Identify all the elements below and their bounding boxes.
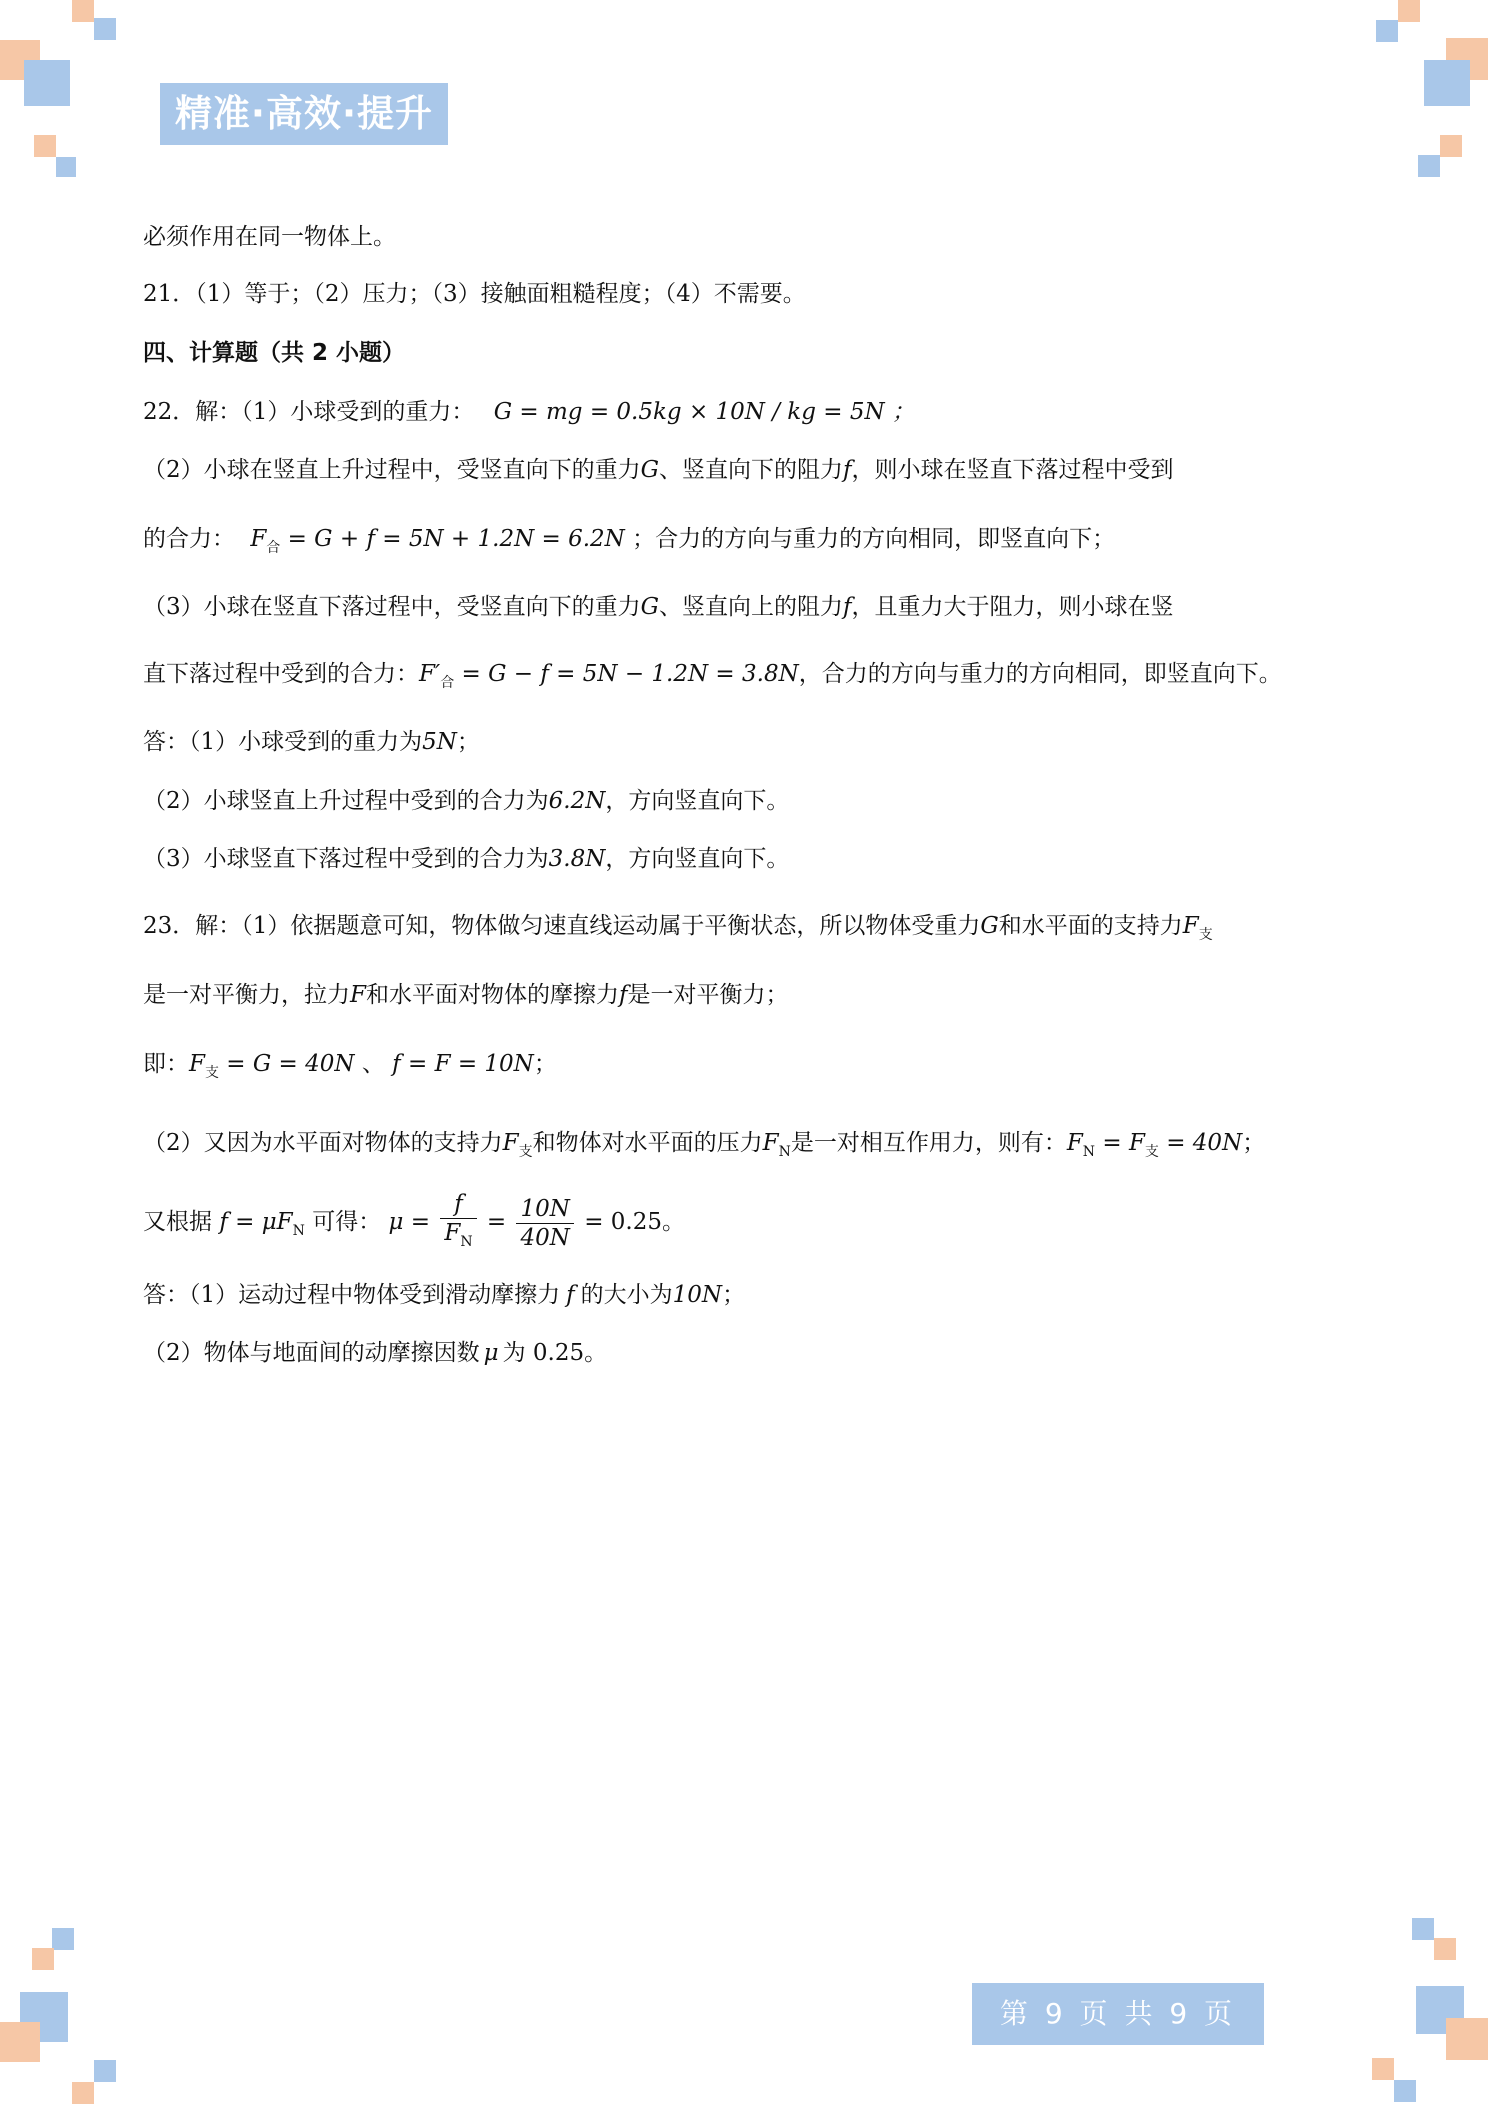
text-segment: ；: [456, 729, 480, 755]
text-segment: 即：: [143, 1051, 189, 1077]
text-segment: 答：（1）小球受到的重力为: [143, 729, 423, 755]
value: 5N: [422, 729, 457, 755]
deco-square: [1446, 2018, 1488, 2060]
text-segment: 、竖直向上的阻力: [659, 594, 844, 620]
symbol: f: [566, 1282, 575, 1308]
solution-22-part2-cont: [143, 524, 1115, 563]
deco-square: [1376, 20, 1398, 42]
deco-square: [94, 18, 116, 40]
text-segment: 又根据: [143, 1209, 212, 1235]
deco-square: [32, 1948, 54, 1970]
text-segment: 和物体对水平面的压力: [532, 1130, 763, 1156]
deco-square: [24, 60, 70, 106]
deco-square: [1394, 2080, 1416, 2102]
solution-23-part1-cont: [143, 980, 788, 1010]
value: 6.2N: [548, 788, 606, 814]
subscript: 支: [1198, 927, 1213, 943]
equation: = G − f = 5N − 1.2N = 3.8N: [454, 661, 799, 687]
equation: = 0.25: [584, 1209, 662, 1235]
answer-22-1: [143, 727, 480, 757]
text-segment: ，且重力大于阻力，则小球在竖: [851, 594, 1174, 620]
deco-square: [56, 157, 76, 177]
text-segment: ；合力的方向与重力的方向相同，即竖直向下；: [632, 526, 1116, 552]
symbol: μ: [483, 1340, 499, 1366]
answer-22-2: [143, 786, 789, 816]
section-heading: [143, 338, 405, 368]
subscript: N: [292, 1223, 305, 1239]
text-segment: 21．（1）等于；（2）压力；（3）接触面粗糙程度；（4）不需要。: [143, 281, 806, 307]
solution-22-part1: [143, 397, 915, 427]
answer-23-1: [143, 1280, 745, 1310]
symbol: F: [1182, 913, 1199, 939]
deco-square: [1440, 135, 1462, 157]
equation: = G = 40N: [218, 1051, 355, 1077]
fraction: [516, 1195, 573, 1252]
subscript: N: [460, 1234, 473, 1250]
text-segment: 必须作用在同一物体上。: [143, 224, 396, 250]
fraction-denominator: [440, 1219, 476, 1256]
deco-square: [72, 2082, 94, 2104]
solution-23-part2: [143, 1128, 1265, 1167]
fraction-numerator: 10N: [516, 1195, 573, 1224]
answer-21: [143, 279, 806, 309]
equation: = 40N: [1158, 1130, 1243, 1156]
deco-square: [1434, 1938, 1456, 1960]
text-segment: ，方向竖直向下。: [605, 788, 790, 814]
subscript: 支: [518, 1144, 533, 1160]
deco-square: [0, 2022, 40, 2062]
text-segment: 和水平面的支持力: [998, 913, 1183, 939]
symbol: F: [762, 1130, 779, 1156]
text-segment: 和水平面对物体的摩擦力: [365, 982, 619, 1008]
text-segment: ；: [533, 1051, 557, 1077]
equation: F′: [419, 661, 441, 687]
text-segment: 直下落过程中受到的合力：: [143, 661, 419, 687]
value: 3.8N: [548, 846, 606, 872]
text-segment: 是一对相互作用力，则有：: [790, 1130, 1067, 1156]
equation: G = mg = 0.5kg × 10N / kg = 5N ；: [493, 399, 915, 425]
deco-square: [1418, 155, 1440, 177]
text-segment: 的合力：: [143, 526, 235, 552]
text-segment: ；: [1242, 1130, 1266, 1156]
text-segment: 是一对平衡力；: [627, 982, 789, 1008]
header-banner: 精准·高效·提升: [160, 83, 448, 145]
text-segment: ；: [722, 1282, 746, 1308]
solution-22-part3: [143, 592, 1174, 622]
deco-square: [72, 0, 94, 22]
symbol: G: [640, 457, 660, 483]
deco-square: [1372, 2058, 1394, 2080]
symbol: F: [189, 1051, 205, 1077]
solution-22-part3-cont: [143, 659, 1282, 698]
symbol: F: [1066, 1130, 1083, 1156]
deco-square: [52, 1928, 74, 1950]
subscript: N: [1082, 1144, 1096, 1160]
text-segment: 的大小为: [580, 1282, 673, 1308]
symbol: G: [980, 913, 999, 939]
deco-square: [1412, 1918, 1434, 1940]
solution-22-part2: [143, 455, 1174, 485]
symbol: F: [502, 1130, 519, 1156]
text-segment: （2）小球在竖直上升过程中，受竖直向下的重力: [143, 457, 641, 483]
page-number: 第 9 页 共 9 页: [972, 1983, 1264, 2045]
text-line: [143, 222, 396, 252]
text-segment: （2）物体与地面间的动摩擦因数: [143, 1340, 480, 1366]
solution-23-part1: [143, 911, 1213, 950]
symbol: G: [640, 594, 660, 620]
solution-23-part2-derivation: [143, 1190, 685, 1256]
text-segment: 是一对平衡力，拉力: [143, 982, 350, 1008]
text-segment: 。: [661, 1209, 685, 1235]
symbol: f: [843, 457, 852, 483]
value: 10N: [672, 1282, 723, 1308]
equation: F: [250, 526, 267, 552]
equation: f = F = 10N: [392, 1051, 534, 1077]
text-segment: 23．解：（1）依据题意可知，物体做匀速直线运动属于平衡状态，所以物体受重力: [143, 913, 981, 939]
equation: = F: [1095, 1130, 1145, 1156]
text-segment: 可得：: [312, 1209, 382, 1235]
text-segment: 为 0.25。: [502, 1340, 608, 1366]
text-segment: 、竖直向下的阻力: [659, 457, 844, 483]
text-segment: ，方向竖直向下。: [605, 846, 790, 872]
fraction-denominator: 40N: [520, 1224, 570, 1251]
deco-square: [94, 2060, 116, 2082]
solution-23-equations: [143, 1049, 557, 1088]
answer-23-2: [143, 1338, 607, 1368]
symbol: F: [350, 982, 366, 1008]
symbol: f: [618, 982, 628, 1008]
subscript: 支: [204, 1065, 219, 1081]
subscript: 支: [1144, 1144, 1159, 1160]
text-segment: 四、计算题（共 2 小题）: [143, 340, 406, 366]
subscript: 合: [440, 675, 455, 691]
subscript: N: [778, 1144, 791, 1160]
text-segment: （2）又因为水平面对物体的支持力: [143, 1130, 503, 1156]
deco-square: [34, 135, 56, 157]
equation: f = μF: [219, 1209, 293, 1235]
separator: 、: [361, 1051, 385, 1077]
equation: μ =: [388, 1209, 431, 1235]
text-segment: ，则小球在竖直下落过程中受到: [851, 457, 1174, 483]
fraction-numerator: f: [440, 1190, 476, 1219]
equals-sign: =: [486, 1209, 507, 1235]
text-segment: （2）小球竖直上升过程中受到的合力为: [143, 788, 549, 814]
text-segment: ，合力的方向与重力的方向相同，即竖直向下。: [798, 661, 1282, 687]
subscript: 合: [266, 540, 281, 556]
equation: = G + f = 5N + 1.2N = 6.2N: [280, 526, 625, 552]
text-segment: （3）小球竖直下落过程中受到的合力为: [143, 846, 549, 872]
symbol: F: [444, 1220, 461, 1246]
symbol: f: [843, 594, 852, 620]
text-segment: 答：（1）运动过程中物体受到滑动摩擦力: [143, 1282, 561, 1308]
deco-square: [1398, 0, 1420, 22]
answer-22-3: [143, 844, 789, 874]
fraction: [440, 1190, 476, 1256]
text-segment: （3）小球在竖直下落过程中，受竖直向下的重力: [143, 594, 641, 620]
text-segment: 22．解：（1）小球受到的重力：: [143, 399, 475, 425]
deco-square: [1424, 60, 1470, 106]
